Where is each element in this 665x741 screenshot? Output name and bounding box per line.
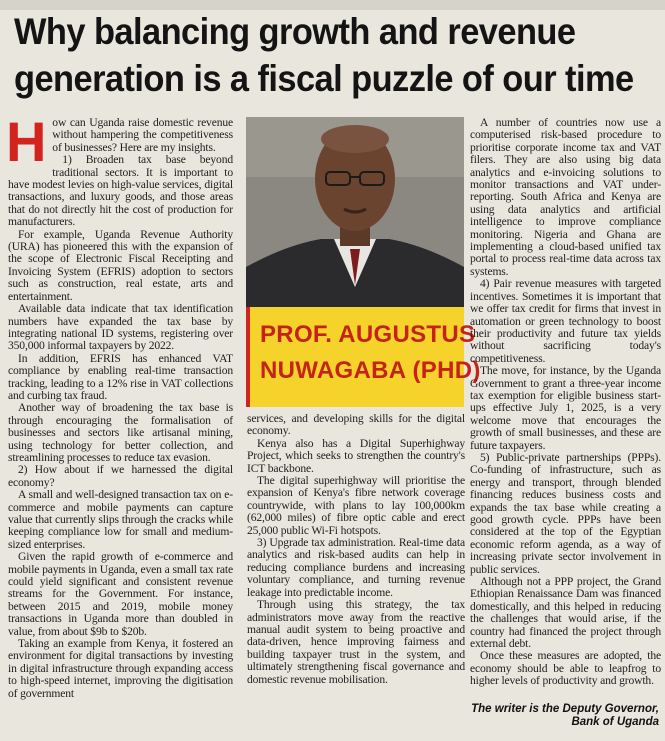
paragraph: A number of countries now use a computerised risk-based procedure to prioritise corporate income tax and VAT filers. They are also using big data analytics and e-invoicing solutions to monitor transactions and VAT under-reporting. South Africa and Kenya are using data analytics and artificial intelligence to improve compliance monitoring. Nigeria and Ghana are implementing a cloud-based unified tax portal to process real-time data across tax systems.	[470, 116, 661, 278]
author-photo	[246, 117, 464, 307]
article-headline	[14, 8, 634, 102]
drop-cap: H	[6, 110, 47, 173]
paragraph: 3) Upgrade tax administration. Real-time data analytics and risk-based audits can help in reducing compliance burdens and increasing voluntary compliance, and turning revenue leakage into predictable income.	[247, 536, 465, 599]
paragraph: services, and developing skills for the digital economy.	[247, 412, 465, 438]
author-name-line-2: NUWAGABA (PHD)	[260, 357, 481, 384]
author-nameplate	[246, 307, 481, 407]
paragraph: ow can Uganda raise domestic revenue without hampering the competitiveness of businesses? Here are my insights.	[52, 116, 233, 154]
portrait-illustration	[246, 117, 464, 307]
paragraph: Given the rapid growth of e-commerce and mobile payments in Uganda, even a small tax rate could yield significant and consistent revenue streams for the Government. For instance, between 2015 and 2019, mobile money transactions in Uganda more than doubled in value, from about $9b to $20b.	[8, 550, 233, 638]
paragraph: 5) Public-private partnerships (PPPs). Co-funding of infrastructure, such as energy and transport, through blended financing reduces business costs and expands the tax base while creating a good growth cycle. PPPs have been considered at the top of the Egyptian economic reform agenda, as a way of increasing private sector involvement in public services.	[470, 450, 661, 576]
paragraph: In addition, EFRIS has enhanced VAT compliance by enabling real-time transaction tracking, leading to a 12% rise in VAT collections and curbing tax fraud.	[8, 351, 233, 402]
column-1	[6, 110, 233, 700]
column-3	[470, 117, 661, 688]
credit-line-2: Bank of Uganda	[571, 716, 659, 728]
paragraph: Taking an example from Kenya, it fostered an environment for digital transactions by investing in digital infrastructure through expanding access to high-speed internet, improving the digitisation of government	[8, 637, 233, 700]
author-credit	[469, 703, 659, 729]
paragraph: 2) How about if we harnessed the digital economy?	[8, 463, 233, 489]
paragraph: The digital superhighway will prioritise the expansion of Kenya's fibre network coverage countrywide, with plans to lay 100,000km (62,000 miles) of fibre optic cable and erect 25,000 public Wi-Fi hotspots.	[247, 474, 465, 537]
headline-line-1: Why balancing growth and revenue	[14, 11, 576, 52]
paragraph: For example, Uganda Revenue Authority (URA) has pioneered this with the expansion of the scope of Electronic Fiscal Receipting and Invoicing System (EFRIS) adoption to sectors such as construction, real estate, arts and entertainment.	[8, 227, 233, 303]
paragraph: Available data indicate that tax identification numbers have expanded the tax base by integrating national ID systems, registering over 350,000 informal taxpayers by 2022.	[8, 302, 233, 353]
column-2	[247, 413, 465, 686]
paragraph: A small and well-designed transaction tax on e-commerce and mobile payments can capture value that currently slips through the cracks while keeping compliance low for small and medium-sized enterprises.	[8, 488, 233, 551]
paragraph: 1) Broaden tax base beyond traditional sectors. It is important to have modest levies on high-value services, digital transactions, and luxury goods, and those areas that do not directly hit the cost of production for manufacturers.	[8, 153, 233, 229]
paragraph: The move, for instance, by the Uganda Government to grant a three-year income tax exemption for eligible business start-ups effective July 1, 2025, is a very welcome move that encourages the growth of small businesses, and these are future taxpayers.	[470, 364, 661, 452]
paragraph: Through using this strategy, the tax administrators move away from the reactive manual audit system to being proactive and data-driven, hence improving fairness and building taxpayer trust in the system, and ultimately strengthening fiscal governance and domestic revenue mobilisation.	[247, 598, 465, 686]
paragraph: Kenya also has a Digital Superhighway Project, which seeks to strengthen the country's ICT backbone.	[247, 436, 465, 475]
paragraph: Although not a PPP project, the Grand Ethiopian Renaissance Dam was financed domestically, and this helped in reducing the challenges that would arise, if the country had financed the project through external debt.	[470, 575, 661, 651]
credit-line-1: The writer is the Deputy Governor,	[471, 703, 659, 715]
paragraph: Another way of broadening the tax base is through encouraging the formalisation of businesses and sectors like artisanal mining, using technology for better collection, and streamlining processes to reduce tax evasion.	[8, 401, 233, 464]
paragraph: Once these measures are adopted, the economy should be able to leapfrog to higher levels of productivity and growth.	[470, 649, 661, 688]
paragraph: 4) Pair revenue measures with targeted incentives. Sometimes it is important that we offer tax credit for firms that invest in automation or green technology to boost their productivity and future tax yields without sacrificing today's competitiveness.	[470, 277, 661, 365]
author-name-line-1: PROF. AUGUSTUS	[260, 321, 476, 348]
headline-line-2: generation is a fiscal puzzle of our time	[14, 58, 634, 99]
